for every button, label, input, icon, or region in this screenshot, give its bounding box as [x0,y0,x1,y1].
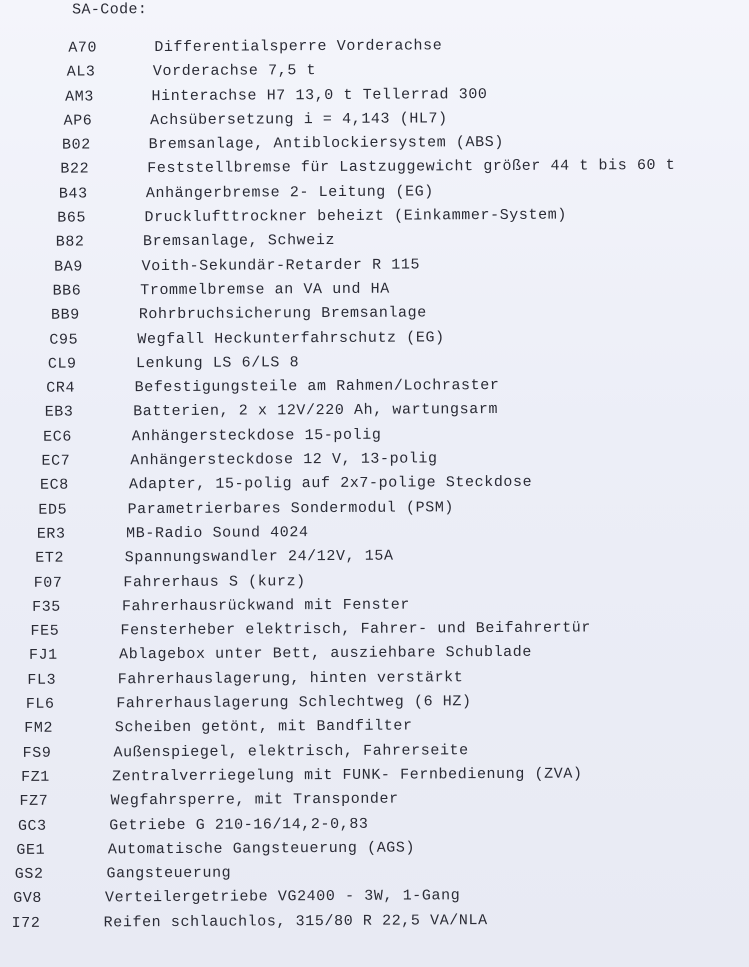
sa-code: CR4 [46,379,76,397]
sa-description: Vorderachse 7,5 t [152,62,317,81]
code-row [6,910,749,939]
sa-description: Batterien, 2 x 12V/220 Ah, wartungsarm [133,401,499,421]
sa-description: Fahrerhaus S (kurz) [123,572,306,591]
sa-code: ER3 [36,525,66,543]
sa-description: Adapter, 15-polig auf 2x7-polige Steckdose [128,474,533,494]
sa-code: B43 [58,185,88,203]
sa-description: Drucklufttrockner beheizt (Einkammer-System) [144,206,567,227]
sa-code: CL9 [47,355,77,373]
sa-code: F07 [33,574,63,592]
sa-code: EC7 [41,452,71,470]
sa-description: Anhängersteckdose 12 V, 13-polig [130,450,438,470]
sa-code: B02 [61,136,91,154]
sa-code: BB6 [52,282,82,300]
document-header: SA-Code: [72,1,148,19]
sa-description: Fahrerhauslagerung, hinten verstärkt [117,668,464,689]
sa-code: ED5 [38,501,68,519]
sa-description: Verteilergetriebe VG2400 - 3W, 1-Gang [104,887,461,907]
sa-code: GV8 [13,890,43,908]
sa-description: Achsübersetzung i = 4,143 (HL7) [150,110,448,129]
sa-code: A70 [68,39,98,57]
sa-code: I72 [11,914,41,932]
sa-description: Parametrierbares Sondermodul (PSM) [127,498,455,518]
sa-description: Außenspiegel, elektrisch, Fahrerseite [113,741,469,761]
sa-description: Wegfall Heckunterfahrschutz (EG) [137,328,445,348]
sa-code: B82 [55,233,85,252]
sa-description: Lenkung LS 6/LS 8 [135,354,300,373]
sa-description: Gangsteuerung [106,864,232,883]
sa-description: Ablagebox unter Bett, ausziehbare Schublade [119,644,533,664]
sa-description: Scheiben getönt, mit Bandfilter [114,717,413,737]
sa-description: Feststellbremse für Lastzuggewicht größer 44 t bis 60 t [147,157,676,178]
sa-code: BA9 [54,258,83,276]
sa-code: B22 [60,160,90,179]
sa-description: Bremsanlage, Schweiz [142,232,336,251]
sa-description: MB-Radio Sound 4024 [126,524,309,543]
sa-description: Anhängerbremse 2- Leitung (EG) [145,183,434,202]
sa-code: EC8 [39,476,69,495]
sa-description: Getriebe G 210-16/14,2-0,83 [109,815,369,834]
sa-description: Befestigungsteile am Rahmen/Lochraster [134,377,500,397]
sa-code: EC6 [43,428,72,446]
sa-code: BB9 [50,306,80,324]
sa-code: AP6 [63,112,93,130]
sa-code: FZ7 [19,792,49,811]
sa-code: GC3 [17,817,47,835]
sa-description: Voith-Sekundär-Retarder R 115 [141,256,421,275]
sa-code: B65 [57,209,87,227]
sa-description: Trommelbremse an VA und HA [140,280,390,300]
sa-description: Fahrerhauslagerung Schlechtweg (6 HZ) [116,693,472,713]
sa-code: GE1 [16,841,46,859]
sa-code: AL3 [66,63,96,81]
sa-description: Anhängersteckdose 15-polig [131,426,382,445]
sa-code: AM3 [65,88,95,106]
sa-code: EB3 [44,404,74,422]
sa-code: FL3 [27,671,57,689]
sa-description: Hinterachse H7 13,0 t Tellerrad 300 [151,85,488,105]
sa-description: Wegfahrsperre, mit Transponder [110,790,399,810]
sa-description: Rohrbruchsicherung Bremsanlage [138,304,427,324]
sa-code: FM2 [24,720,54,738]
sa-description: Fensterheber elektrisch, Fahrer- und Beifahrertür [120,619,592,640]
sa-code-list [0,35,749,939]
sa-code: GS2 [14,865,44,884]
sa-description: Differentialsperre Vorderachse [154,37,443,57]
sa-description: Bremsanlage, Antiblockiersystem (ABS) [148,134,504,154]
sa-description: Automatische Gangsteuerung (AGS) [107,839,416,859]
sa-description: Spannungswandler 24/12V, 15A [124,547,394,567]
sa-description: Fahrerhausrückwand mit Fenster [121,596,411,616]
sa-code: F35 [32,598,61,616]
sa-code: FJ1 [28,647,58,665]
sa-code: FE5 [30,622,60,640]
sa-description: Zentralverriegelung mit FUNK- Fernbedienung (ZVA) [112,765,583,786]
sa-code: FZ1 [21,768,50,786]
sa-code: FL6 [25,695,55,713]
sa-code: ET2 [35,549,65,568]
sa-code: FS9 [22,744,52,762]
sa-code: C95 [49,331,79,349]
sa-description: Reifen schlauchlos, 315/80 R 22,5 VA/NLA [103,911,488,932]
